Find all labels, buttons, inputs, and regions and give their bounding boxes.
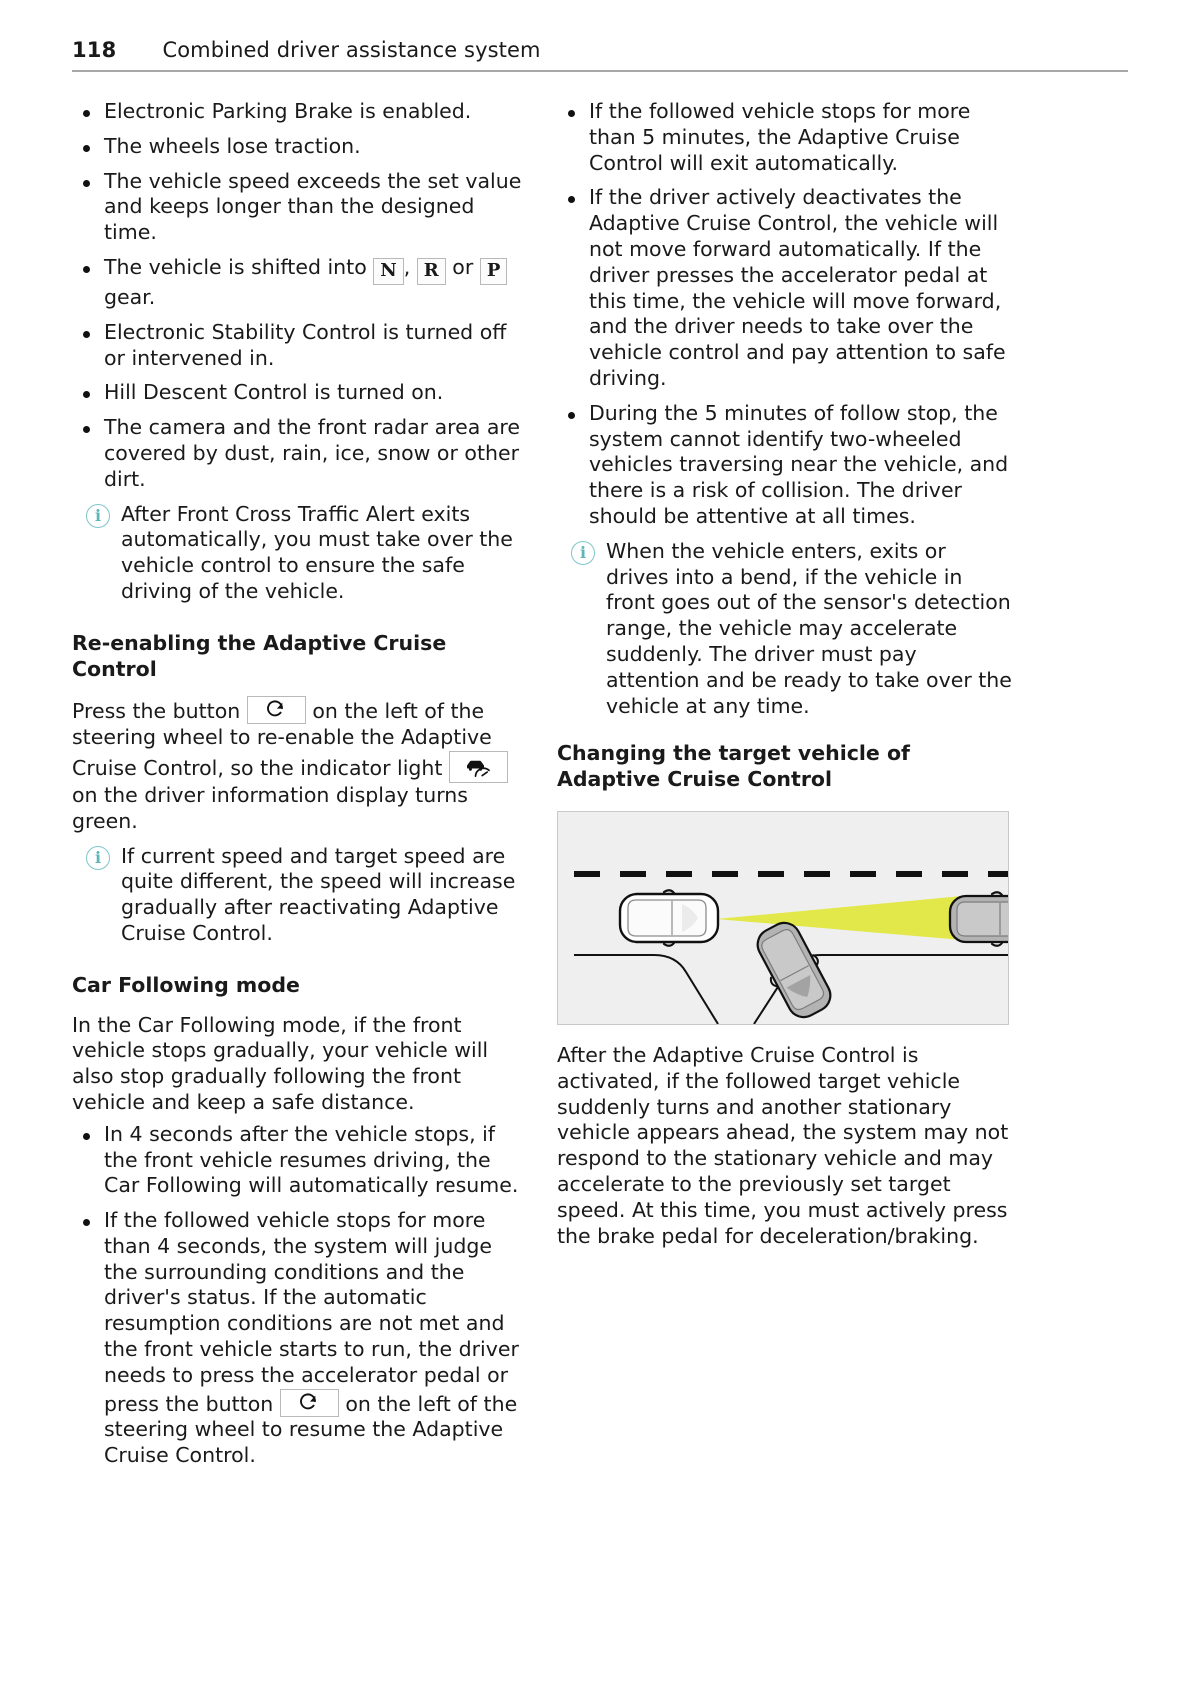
exit-conditions-list (72, 99, 527, 493)
gear-bullet-prefix: The vehicle is shifted into (104, 254, 367, 279)
resume-bullet-part-1: If the followed vehicle stops for more than 4 seconds, the system will judge the surrounding conditions and the driver's status. If the automatic resumption conditions are not met and the front vehicle starts to run, the driver needs to press the accelerator pedal or press the button (104, 1208, 519, 1416)
list-item: Electronic Parking Brake is enabled. (72, 99, 527, 125)
ego-vehicle (620, 890, 718, 946)
car-following-list (72, 1122, 527, 1469)
page-number: 118 (72, 38, 117, 62)
list-item: The vehicle speed exceeds the set value and keeps longer than the designed time. (72, 169, 527, 246)
figure-caption: After the Adaptive Cruise Control is activated, if the followed target vehicle suddenly turns and another stationary vehicle appears ahead, the system may not respond to the stationary vehicle and may accelerate to the previously set target speed. At this time, you must actively press the brake pedal for deceleration/braking. (557, 1042, 1009, 1248)
info-icon: i (571, 541, 595, 565)
gear-p-badge: P (480, 258, 508, 285)
gear-r-badge: R (417, 258, 446, 285)
reenable-text-1: Press the button (72, 699, 241, 724)
list-item: Electronic Stability Control is turned off or intervened in. (72, 320, 527, 372)
note-text: When the vehicle enters, exits or drives into a bend, if the vehicle in front goes out of the sensor's detection range, the vehicle may accelerate suddenly. The driver must pay attention and be ready to take over the vehicle at any time. (606, 538, 1012, 718)
page-title: Combined driver assistance system (162, 38, 541, 62)
list-item: If the driver actively deactivates the Adaptive Cruise Control, the vehicle will not move forward automatically. If the driver presses the accelerator pedal at this time, the vehicle will move forward, and the driver needs to take over the vehicle control and pay attention to safe driving. (557, 185, 1012, 391)
list-item: In 4 seconds after the vehicle stops, if the front vehicle resumes driving, the Car Following will automatically resume. (72, 1122, 527, 1199)
car-following-intro: In the Car Following mode, if the front vehicle stops gradually, your vehicle will also stop gradually following the front vehicle and keep a safe distance. (72, 1012, 489, 1114)
list-item: The camera and the front radar area are covered by dust, rain, ice, snow or other dirt. (72, 415, 527, 492)
list-item: During the 5 minutes of follow stop, the system cannot identify two-wheeled vehicles traversing near the vehicle, and there is a risk of collision. The driver should be attentive at all times. (557, 401, 1012, 530)
section-heading-car-following: Car Following mode (72, 972, 300, 997)
list-item: If the followed vehicle stops for more than 5 minutes, the Adaptive Cruise Control will exit automatically. (557, 99, 1012, 176)
note-text: After Front Cross Traffic Alert exits automatically, you must take over the vehicle control to ensure the safe driving of the vehicle. (121, 501, 513, 603)
resume-bullet-part-2: on the left of the steering wheel to resume the Adaptive Cruise Control. (104, 1391, 518, 1468)
right-column (557, 99, 1012, 1478)
note-front-cross-traffic (72, 502, 527, 605)
section-heading-reenabling: Re-enabling the Adaptive Cruise Control (72, 630, 447, 681)
list-item-gear (72, 255, 527, 311)
list-item-resume (72, 1208, 527, 1469)
resume-button-icon (247, 696, 306, 724)
note-bend-detection (557, 539, 1012, 720)
gear-bullet-suffix: gear. (104, 284, 156, 309)
resume-button-icon (280, 1389, 339, 1417)
note-text: If current speed and target speed are quite different, the speed will increase gradually after reactivating Adaptive Cruise Control. (121, 843, 516, 945)
acc-indicator-icon (449, 751, 508, 783)
content-columns (72, 99, 1128, 1478)
acc-behaviour-list (557, 99, 1012, 530)
reenabling-paragraph (72, 696, 527, 834)
acc-target-change-diagram (557, 811, 1009, 1025)
section-heading-changing-target: Changing the target vehicle of Adaptive Cruise Control (557, 741, 910, 792)
page-header (72, 38, 1128, 72)
left-column (72, 99, 527, 1478)
gear-or: or (452, 254, 474, 279)
reenable-text-3: on the driver information display turns green. (72, 782, 468, 833)
stationary-vehicle (950, 892, 1008, 946)
info-icon: i (86, 846, 110, 870)
reenable-text-2: on the left of the steering wheel to re-enable the Adaptive Cruise Control, so the indicator light (72, 699, 492, 780)
info-icon: i (86, 504, 110, 528)
list-item: Hill Descent Control is turned on. (72, 380, 527, 406)
note-speed-difference (72, 844, 527, 947)
list-item: The wheels lose traction. (72, 134, 527, 160)
gear-n-badge: N (373, 258, 403, 285)
gear-comma: , (403, 254, 411, 279)
